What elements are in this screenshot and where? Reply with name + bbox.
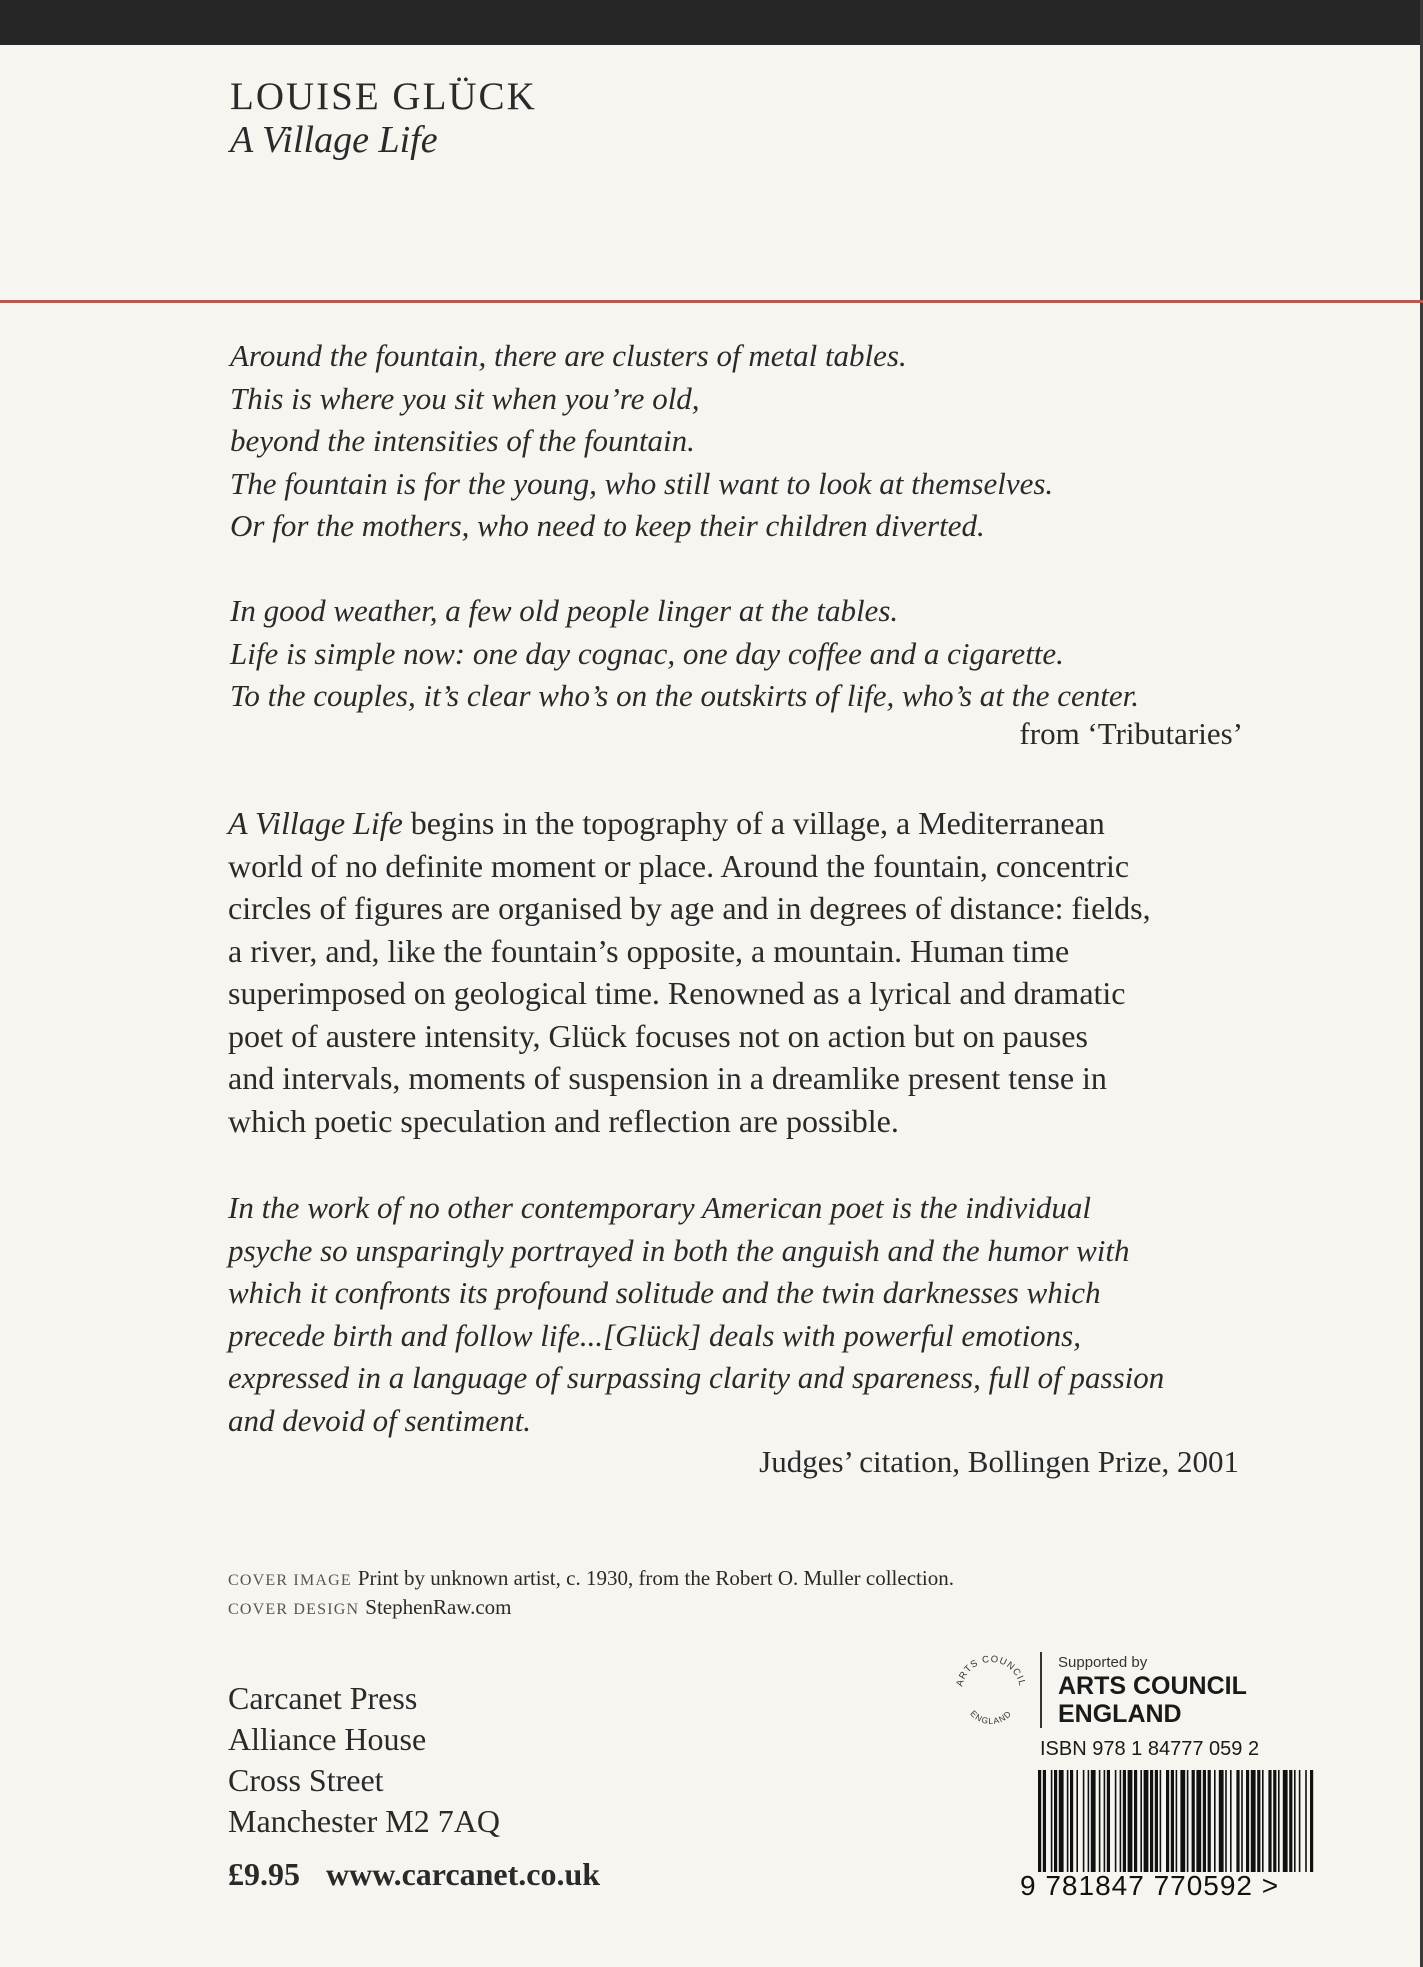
barcode-bar xyxy=(1251,1770,1256,1872)
book-description xyxy=(228,802,1278,1142)
author-name: LOUISE GLÜCK xyxy=(230,75,537,118)
barcode-bar xyxy=(1187,1770,1189,1872)
barcode-bar xyxy=(1278,1770,1280,1872)
barcode-bar xyxy=(1160,1770,1162,1872)
barcode-bar xyxy=(1144,1770,1149,1872)
barcode-bar xyxy=(1176,1770,1178,1872)
barcode-bar xyxy=(1091,1770,1096,1872)
red-divider xyxy=(0,300,1423,303)
poem-line: Life is simple now: one day cognac, one day coffee and a cigarette. xyxy=(230,635,1064,671)
barcode-bar xyxy=(1038,1770,1041,1872)
barcode-bar xyxy=(1192,1770,1195,1872)
barcode-bar xyxy=(1283,1770,1288,1872)
barcode-bar xyxy=(1128,1770,1133,1872)
citation-line: and devoid of sentiment. xyxy=(228,1402,532,1438)
barcode-bar xyxy=(1083,1770,1085,1872)
poem-line: This is where you sit when you’re old, xyxy=(230,380,700,416)
isbn-label: ISBN 978 1 84777 059 2 xyxy=(1040,1738,1260,1760)
price-row xyxy=(228,1856,626,1893)
barcode-bar xyxy=(1236,1770,1239,1872)
barcode-bar xyxy=(1268,1770,1271,1872)
poem-line: The fountain is for the young, who still want to look at themselves. xyxy=(230,465,1054,501)
barcode-bar xyxy=(1208,1770,1211,1872)
barcode-bar xyxy=(1230,1770,1232,1872)
description-line: circles of figures are organised by age and in degrees of distance: fields, xyxy=(228,890,1151,926)
address-line: Alliance House xyxy=(228,1721,427,1757)
barcode-bar xyxy=(1246,1770,1249,1872)
description-line: world of no definite moment or place. Around the fountain, concentric xyxy=(228,847,1130,884)
citation-line: psyche so unsparingly portrayed in both the anguish and the humor with xyxy=(228,1232,1130,1268)
description-line: superimposed on geological time. Renowned as a lyrical and dramatic xyxy=(228,975,1126,1011)
barcode-bar xyxy=(1054,1770,1057,1872)
description-line: poet of austere intensity, Glück focuses not on action but on pauses xyxy=(228,1017,1088,1054)
description-line xyxy=(228,802,1278,845)
arts-council-name xyxy=(1058,1672,1247,1728)
address-line: Carcanet Press xyxy=(228,1680,418,1716)
cover-design-label: COVER DESIGN xyxy=(228,1601,360,1618)
barcode-bar xyxy=(1289,1770,1292,1872)
poem-stanza-1 xyxy=(230,335,1053,548)
citation-attribution: Judges’ citation, Bollingen Prize, 2001 xyxy=(759,1444,1239,1479)
barcode-bar xyxy=(1120,1770,1122,1872)
barcode-bar xyxy=(1225,1770,1227,1872)
arts-council-name-line1: ARTS COUNCIL xyxy=(1058,1672,1247,1700)
cover-credits xyxy=(228,1565,954,1623)
barcode-bar xyxy=(1115,1770,1117,1872)
barcode-bar xyxy=(1155,1770,1158,1872)
poem-line: To the couples, it’s clear who’s on the outskirts of life, who’s at the center. xyxy=(230,678,1140,713)
arts-council-name-line2: ENGLAND xyxy=(1058,1700,1182,1728)
barcode-bar xyxy=(1123,1770,1126,1872)
poem-line: Or for the mothers, who need to keep their children diverted. xyxy=(230,508,985,543)
description-line: and intervals, moments of suspension in a dreamlike present tense in xyxy=(228,1060,1107,1096)
cover-image-text: Print by unknown artist, c. 1930, from the Robert O. Muller collection. xyxy=(357,1566,954,1590)
poem-source: from ‘Tributaries’ xyxy=(1019,716,1243,751)
barcode-bar xyxy=(1166,1770,1169,1872)
barcode-bar xyxy=(1150,1770,1153,1872)
barcode-bar xyxy=(1273,1770,1276,1872)
barcode-bar xyxy=(1134,1770,1137,1872)
citation-line: precede birth and follow life...[Glück] deals with powerful emotions, xyxy=(228,1317,1081,1353)
description-line-rest: begins in the topography of a village, a Mediterranean xyxy=(402,805,1105,841)
barcode-bar xyxy=(1262,1770,1264,1872)
supported-by-label: Supported by xyxy=(1058,1654,1148,1671)
barcode-bar xyxy=(1257,1770,1260,1872)
citation-line: In the work of no other contemporary American poet is the individual xyxy=(228,1190,1091,1225)
barcode-bar xyxy=(1140,1770,1142,1872)
cover-design-credit xyxy=(228,1594,954,1623)
cover-design-text: StephenRaw.com xyxy=(365,1595,512,1619)
barcode-bar xyxy=(1299,1770,1301,1872)
publisher-address xyxy=(228,1678,500,1842)
poem-line: Around the fountain, there are clusters of metal tables. xyxy=(230,338,907,373)
barcode-bar xyxy=(1219,1770,1224,1872)
barcode-bar xyxy=(1214,1770,1216,1872)
cover-image-label: COVER IMAGE xyxy=(228,1572,352,1589)
barcode-bar xyxy=(1196,1770,1201,1872)
cover-image-credit xyxy=(228,1565,954,1594)
barcode-bar xyxy=(1241,1770,1243,1872)
poem-line: In good weather, a few old people linger at the tables. xyxy=(230,593,899,628)
barcode-bar xyxy=(1203,1770,1206,1872)
book-title: A Village Life xyxy=(230,119,438,161)
price: £9.95 xyxy=(228,1856,300,1892)
barcode-bar xyxy=(1171,1770,1174,1872)
description-line: a river, and, like the fountain’s opposite, a mountain. Human time xyxy=(228,932,1070,969)
barcode-bar xyxy=(1067,1770,1069,1872)
barcode-bar xyxy=(1099,1770,1101,1872)
svg-text:ENGLAND: ENGLAND xyxy=(968,1708,1014,1727)
citation-line: which it confronts its profound solitude and the twin darknesses which xyxy=(228,1275,1101,1310)
barcode-bar xyxy=(1070,1770,1073,1872)
publisher-website: www.carcanet.co.uk xyxy=(326,1856,601,1892)
barcode-bar xyxy=(1305,1770,1307,1872)
barcode-bar xyxy=(1051,1770,1053,1872)
address-line: Manchester M2 7AQ xyxy=(228,1803,500,1839)
barcode-bar xyxy=(1076,1770,1078,1872)
poem-stanza-2 xyxy=(230,590,1139,718)
citation-line: expressed in a language of surpassing clarity and spareness, full of passion xyxy=(228,1360,1165,1395)
svg-text:ARTS COUNCIL: ARTS COUNCIL xyxy=(954,1653,1028,1688)
arts-council-logo xyxy=(950,1650,1032,1732)
barcode-bar xyxy=(1180,1770,1185,1872)
prize-citation xyxy=(228,1187,1164,1442)
description-title: A Village Life xyxy=(228,805,403,841)
barcode-bar xyxy=(1059,1770,1064,1872)
barcode-bar xyxy=(1043,1770,1046,1872)
barcode-digits: 9 781847 770592 > xyxy=(1020,1870,1280,1901)
poem-line: beyond the intensities of the fountain. xyxy=(230,423,695,458)
barcode-bar xyxy=(1107,1770,1110,1872)
barcode-bar xyxy=(1088,1770,1090,1872)
barcode-bar xyxy=(1104,1770,1106,1872)
top-band xyxy=(0,0,1423,45)
isbn-barcode xyxy=(1038,1770,1314,1872)
logo-divider xyxy=(1040,1652,1042,1728)
barcode-bar xyxy=(1294,1770,1296,1872)
description-line: which poetic speculation and reflection are possible. xyxy=(228,1102,899,1139)
barcode-bar xyxy=(1310,1770,1313,1872)
address-line: Cross Street xyxy=(228,1762,384,1798)
